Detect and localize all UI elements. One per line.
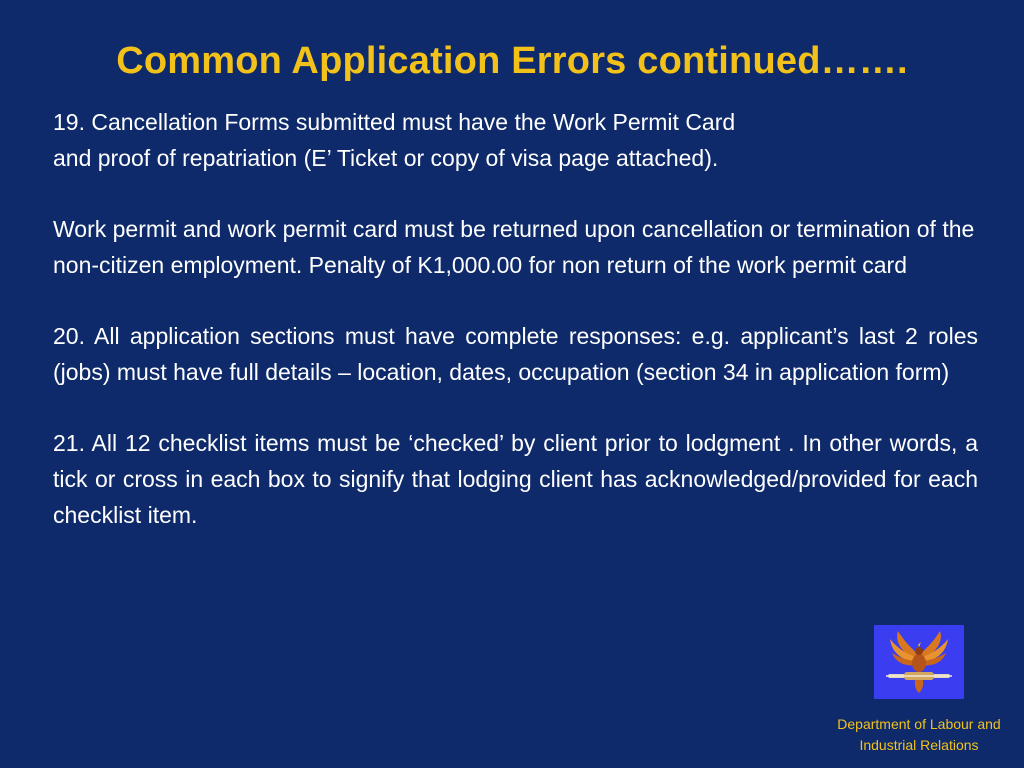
slide-body bbox=[53, 104, 978, 533]
item-19-line-2: and proof of repatriation (E’ Ticket or copy of visa page attached). bbox=[53, 145, 719, 171]
footer-line-2: Industrial Relations bbox=[859, 737, 979, 753]
slide-title: Common Application Errors continued……. bbox=[116, 40, 908, 82]
item-20: 20. All application sections must have complete responses: e.g. applicant’s last 2 roles (jobs) must have full details – location, dates, occupation (section 34 in application form) bbox=[53, 323, 978, 385]
item-19 bbox=[53, 104, 978, 176]
bird-of-paradise-icon bbox=[874, 625, 964, 699]
item-19-line-1: 19. Cancellation Forms submitted must have the Work Permit Card bbox=[53, 109, 736, 135]
work-permit-note: Work permit and work permit card must be returned upon cancellation or termination of the non-citizen employment. Penalty of K1,000.00 for non return of the work permit card bbox=[53, 216, 975, 278]
footer-line-1: Department of Labour and bbox=[837, 716, 1001, 732]
item-21: 21. All 12 checklist items must be ‘checked’ by client prior to lodgment . In other words, a tick or cross in each box to signify that lodging client has acknowledged/provided for each checklist item. bbox=[53, 430, 978, 528]
footer bbox=[814, 714, 1024, 756]
crest-emblem bbox=[874, 625, 964, 699]
